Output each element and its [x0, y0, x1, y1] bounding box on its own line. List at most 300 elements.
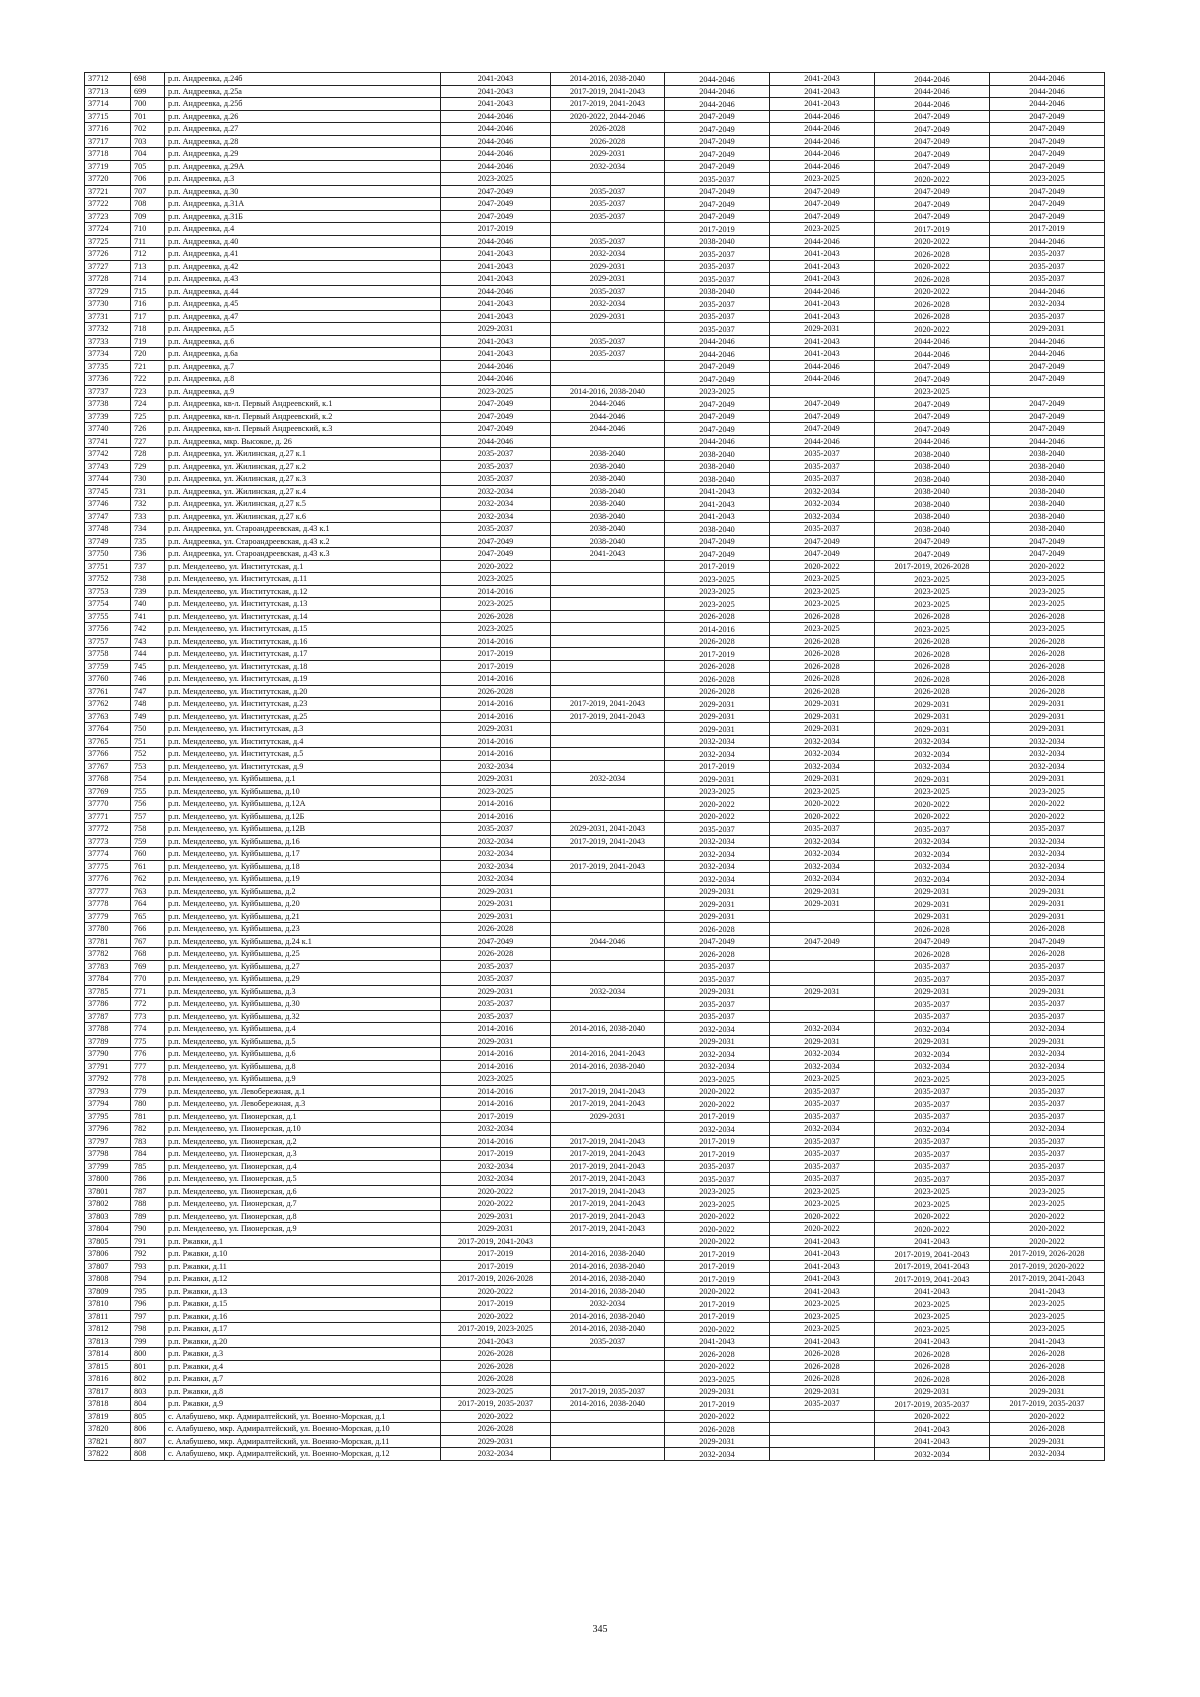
period-3-cell: 2020-2022	[665, 1223, 770, 1236]
period-5-cell: 2017-2019, 2041-2043	[875, 1248, 990, 1261]
period-5-cell: 2032-2034	[875, 1448, 990, 1461]
period-3-cell: 2026-2028	[665, 948, 770, 961]
period-5-cell: 2047-2049	[875, 360, 990, 373]
table-row	[85, 1035, 1105, 1048]
period-4-cell: 2047-2049	[770, 548, 875, 561]
period-1-cell: 2020-2022	[441, 1410, 551, 1423]
period-4-cell	[770, 1435, 875, 1448]
period-4-cell: 2032-2034	[770, 510, 875, 523]
period-1-cell: 2014-2016	[441, 735, 551, 748]
period-4-cell	[770, 948, 875, 961]
period-3-cell: 2029-2031	[665, 885, 770, 898]
period-3-cell: 2047-2049	[665, 135, 770, 148]
address-cell: р.п. Менделеево, ул. Куйбышева, д.32	[165, 1010, 441, 1023]
row-number-cell: 777	[131, 1060, 165, 1073]
period-4-cell: 2044-2046	[770, 435, 875, 448]
row-number-cell: 748	[131, 698, 165, 711]
period-6-cell: 2026-2028	[990, 948, 1105, 961]
address-cell: р.п. Менделеево, ул. Куйбышева, д.19	[165, 873, 441, 886]
address-cell: р.п. Ржавки, д.7	[165, 1373, 441, 1386]
table-row	[85, 248, 1105, 261]
period-5-cell: 2017-2019, 2035-2037	[875, 1398, 990, 1411]
period-4-cell: 2029-2031	[770, 710, 875, 723]
period-6-cell: 2023-2025	[990, 585, 1105, 598]
record-id-cell: 37789	[85, 1035, 131, 1048]
period-4-cell: 2047-2049	[770, 535, 875, 548]
period-3-cell: 2017-2019	[665, 760, 770, 773]
period-4-cell: 2023-2025	[770, 585, 875, 598]
row-number-cell: 808	[131, 1448, 165, 1461]
period-6-cell: 2035-2037	[990, 973, 1105, 986]
period-3-cell: 2041-2043	[665, 485, 770, 498]
address-cell: р.п. Менделеево, ул. Институтская, д.23	[165, 698, 441, 711]
period-1-cell: 2026-2028	[441, 685, 551, 698]
period-1-cell: 2017-2019, 2035-2037	[441, 1398, 551, 1411]
period-3-cell: 2047-2049	[665, 548, 770, 561]
address-cell: р.п. Андреевка, д.8	[165, 373, 441, 386]
record-id-cell: 37778	[85, 898, 131, 911]
table-row	[85, 1048, 1105, 1061]
period-1-cell: 2041-2043	[441, 335, 551, 348]
row-number-cell: 767	[131, 935, 165, 948]
period-5-cell: 2023-2025	[875, 598, 990, 611]
address-cell: р.п. Менделеево, ул. Пионерская, д.3	[165, 1148, 441, 1161]
address-cell: р.п. Андреевка, кв-л. Первый Андреевский, к.1	[165, 398, 441, 411]
address-cell: р.п. Ржавки, д.15	[165, 1298, 441, 1311]
row-number-cell: 722	[131, 373, 165, 386]
period-2-cell: 2017-2019, 2041-2043	[551, 698, 665, 711]
period-1-cell: 2014-2016	[441, 1135, 551, 1148]
period-1-cell: 2029-2031	[441, 910, 551, 923]
period-1-cell: 2017-2019	[441, 223, 551, 236]
row-number-cell: 796	[131, 1298, 165, 1311]
address-cell: р.п. Менделеево, ул. Куйбышева, д.8	[165, 1060, 441, 1073]
address-cell: р.п. Андреевка, д.40	[165, 235, 441, 248]
period-4-cell: 2047-2049	[770, 935, 875, 948]
period-2-cell	[551, 648, 665, 661]
row-number-cell: 725	[131, 410, 165, 423]
period-2-cell	[551, 723, 665, 736]
period-2-cell: 2029-2031	[551, 310, 665, 323]
period-5-cell: 2047-2049	[875, 198, 990, 211]
period-1-cell: 2017-2019	[441, 1110, 551, 1123]
period-3-cell: 2035-2037	[665, 248, 770, 261]
row-number-cell: 703	[131, 135, 165, 148]
period-3-cell: 2047-2049	[665, 185, 770, 198]
period-5-cell: 2035-2037	[875, 823, 990, 836]
table-row	[85, 848, 1105, 861]
table-row	[85, 873, 1105, 886]
table-row	[85, 485, 1105, 498]
period-3-cell: 2047-2049	[665, 198, 770, 211]
period-5-cell: 2035-2037	[875, 1085, 990, 1098]
period-1-cell: 2014-2016	[441, 1098, 551, 1111]
address-cell: р.п. Менделеево, ул. Институтская, д.17	[165, 648, 441, 661]
record-id-cell: 37727	[85, 260, 131, 273]
record-id-cell: 37809	[85, 1285, 131, 1298]
address-cell: р.п. Менделеево, ул. Куйбышева, д.16	[165, 835, 441, 848]
period-6-cell: 2017-2019	[990, 223, 1105, 236]
period-4-cell: 2044-2046	[770, 135, 875, 148]
period-3-cell: 2035-2037	[665, 960, 770, 973]
record-id-cell: 37758	[85, 648, 131, 661]
period-4-cell: 2029-2031	[770, 698, 875, 711]
record-id-cell: 37736	[85, 373, 131, 386]
period-2-cell: 2038-2040	[551, 485, 665, 498]
period-2-cell	[551, 585, 665, 598]
record-id-cell: 37740	[85, 423, 131, 436]
table-row	[85, 923, 1105, 936]
table-row	[85, 885, 1105, 898]
record-id-cell: 37790	[85, 1048, 131, 1061]
table-row	[85, 1085, 1105, 1098]
row-number-cell: 742	[131, 623, 165, 636]
period-5-cell: 2029-2031	[875, 898, 990, 911]
period-2-cell	[551, 910, 665, 923]
record-id-cell: 37814	[85, 1348, 131, 1361]
table-row	[85, 935, 1105, 948]
record-id-cell: 37759	[85, 660, 131, 673]
period-1-cell: 2047-2049	[441, 198, 551, 211]
period-2-cell	[551, 435, 665, 448]
address-cell: р.п. Менделеево, ул. Институтская, д.19	[165, 673, 441, 686]
period-3-cell: 2020-2022	[665, 1323, 770, 1336]
period-2-cell	[551, 748, 665, 761]
period-6-cell: 2029-2031	[990, 710, 1105, 723]
period-4-cell: 2026-2028	[770, 660, 875, 673]
record-id-cell: 37726	[85, 248, 131, 261]
period-6-cell: 2026-2028	[990, 673, 1105, 686]
record-id-cell: 37803	[85, 1210, 131, 1223]
record-id-cell: 37731	[85, 310, 131, 323]
row-number-cell: 761	[131, 860, 165, 873]
table-row	[85, 673, 1105, 686]
period-4-cell: 2047-2049	[770, 398, 875, 411]
period-4-cell: 2047-2049	[770, 410, 875, 423]
record-id-cell: 37718	[85, 148, 131, 161]
period-2-cell: 2014-2016, 2038-2040	[551, 1023, 665, 1036]
period-1-cell: 2026-2028	[441, 610, 551, 623]
address-cell: р.п. Менделеево, ул. Куйбышева, д.23	[165, 923, 441, 936]
period-4-cell: 2035-2037	[770, 1160, 875, 1173]
period-5-cell: 2035-2037	[875, 1135, 990, 1148]
period-2-cell: 2035-2037	[551, 348, 665, 361]
period-2-cell: 2035-2037	[551, 185, 665, 198]
period-4-cell	[770, 960, 875, 973]
period-2-cell: 2017-2019, 2041-2043	[551, 710, 665, 723]
period-1-cell: 2032-2034	[441, 1160, 551, 1173]
table-row	[85, 210, 1105, 223]
address-cell: р.п. Андреевка, д.26	[165, 110, 441, 123]
period-1-cell: 2035-2037	[441, 448, 551, 461]
period-6-cell: 2035-2037	[990, 1110, 1105, 1123]
period-4-cell: 2032-2034	[770, 760, 875, 773]
address-cell: р.п. Ржавки, д.10	[165, 1248, 441, 1261]
period-5-cell: 2026-2028	[875, 635, 990, 648]
record-id-cell: 37777	[85, 885, 131, 898]
period-3-cell: 2014-2016	[665, 623, 770, 636]
address-cell: р.п. Менделеево, ул. Куйбышева, д.5	[165, 1035, 441, 1048]
record-id-cell: 37774	[85, 848, 131, 861]
period-2-cell	[551, 760, 665, 773]
period-3-cell: 2047-2049	[665, 360, 770, 373]
period-4-cell: 2029-2031	[770, 898, 875, 911]
period-4-cell: 2044-2046	[770, 110, 875, 123]
record-id-cell: 37749	[85, 535, 131, 548]
address-cell: р.п. Ржавки, д.20	[165, 1335, 441, 1348]
address-cell: с. Алабушево, мкр. Адмиралтейский, ул. Военно-Морская, д.10	[165, 1423, 441, 1436]
record-id-cell: 37730	[85, 298, 131, 311]
period-4-cell: 2044-2046	[770, 360, 875, 373]
period-3-cell: 2026-2028	[665, 685, 770, 698]
period-2-cell: 2032-2034	[551, 773, 665, 786]
period-4-cell: 2032-2034	[770, 873, 875, 886]
period-5-cell: 2026-2028	[875, 923, 990, 936]
period-1-cell: 2014-2016	[441, 673, 551, 686]
period-1-cell: 2020-2022	[441, 1185, 551, 1198]
period-1-cell: 2047-2049	[441, 423, 551, 436]
period-4-cell: 2047-2049	[770, 185, 875, 198]
period-3-cell: 2023-2025	[665, 1073, 770, 1086]
period-2-cell	[551, 1073, 665, 1086]
period-6-cell: 2047-2049	[990, 135, 1105, 148]
period-6-cell: 2047-2049	[990, 110, 1105, 123]
address-cell: р.п. Андреевка, д.31Б	[165, 210, 441, 223]
period-6-cell: 2038-2040	[990, 510, 1105, 523]
period-6-cell: 2029-2031	[990, 773, 1105, 786]
period-2-cell	[551, 1035, 665, 1048]
period-1-cell: 2029-2031	[441, 723, 551, 736]
period-4-cell: 2023-2025	[770, 573, 875, 586]
period-6-cell: 2044-2046	[990, 73, 1105, 86]
period-1-cell: 2020-2022	[441, 1285, 551, 1298]
record-id-cell: 37733	[85, 335, 131, 348]
period-4-cell: 2047-2049	[770, 210, 875, 223]
table-row	[85, 373, 1105, 386]
row-number-cell: 740	[131, 598, 165, 611]
period-2-cell	[551, 373, 665, 386]
record-id-cell: 37783	[85, 960, 131, 973]
period-6-cell: 2032-2034	[990, 748, 1105, 761]
table-row	[85, 1010, 1105, 1023]
record-id-cell: 37744	[85, 473, 131, 486]
period-3-cell: 2044-2046	[665, 73, 770, 86]
period-6-cell: 2032-2034	[990, 1048, 1105, 1061]
period-2-cell	[551, 923, 665, 936]
period-2-cell	[551, 1373, 665, 1386]
address-cell: р.п. Менделеево, ул. Пионерская, д.6	[165, 1185, 441, 1198]
period-1-cell: 2029-2031	[441, 1035, 551, 1048]
period-2-cell: 2017-2019, 2035-2037	[551, 1385, 665, 1398]
period-3-cell: 2035-2037	[665, 1010, 770, 1023]
period-6-cell: 2035-2037	[990, 248, 1105, 261]
period-1-cell: 2044-2046	[441, 160, 551, 173]
period-1-cell: 2029-2031	[441, 1223, 551, 1236]
period-5-cell: 2020-2022	[875, 1410, 990, 1423]
period-2-cell: 2035-2037	[551, 335, 665, 348]
period-1-cell: 2035-2037	[441, 1010, 551, 1023]
period-4-cell: 2035-2037	[770, 448, 875, 461]
period-2-cell: 2035-2037	[551, 210, 665, 223]
table-row	[85, 1285, 1105, 1298]
row-number-cell: 801	[131, 1360, 165, 1373]
period-6-cell: 2023-2025	[990, 1073, 1105, 1086]
row-number-cell: 743	[131, 635, 165, 648]
record-id-cell: 37796	[85, 1123, 131, 1136]
period-1-cell: 2032-2034	[441, 1448, 551, 1461]
period-2-cell: 2017-2019, 2041-2043	[551, 1223, 665, 1236]
record-id-cell: 37815	[85, 1360, 131, 1373]
period-5-cell: 2032-2034	[875, 1123, 990, 1136]
address-cell: р.п. Андреевка, д.9	[165, 385, 441, 398]
period-5-cell: 2047-2049	[875, 123, 990, 136]
table-row	[85, 223, 1105, 236]
address-cell: р.п. Менделеево, ул. Куйбышева, д.24 к.1	[165, 935, 441, 948]
row-number-cell: 747	[131, 685, 165, 698]
period-3-cell: 2035-2037	[665, 998, 770, 1011]
period-5-cell: 2044-2046	[875, 98, 990, 111]
period-2-cell	[551, 323, 665, 336]
period-4-cell: 2023-2025	[770, 598, 875, 611]
period-1-cell: 2041-2043	[441, 273, 551, 286]
period-2-cell: 2017-2019, 2041-2043	[551, 1098, 665, 1111]
table-row	[85, 548, 1105, 561]
table-row	[85, 1235, 1105, 1248]
table-row	[85, 323, 1105, 336]
period-5-cell: 2023-2025	[875, 785, 990, 798]
table-row	[85, 273, 1105, 286]
period-5-cell: 2035-2037	[875, 1010, 990, 1023]
row-number-cell: 764	[131, 898, 165, 911]
period-6-cell: 2026-2028	[990, 1348, 1105, 1361]
period-4-cell: 2044-2046	[770, 285, 875, 298]
address-cell: р.п. Ржавки, д.17	[165, 1323, 441, 1336]
period-4-cell	[770, 973, 875, 986]
period-3-cell: 2029-2031	[665, 1385, 770, 1398]
period-6-cell: 2017-2019, 2041-2043	[990, 1273, 1105, 1286]
row-number-cell: 751	[131, 735, 165, 748]
period-5-cell: 2020-2022	[875, 323, 990, 336]
period-5-cell: 2038-2040	[875, 448, 990, 461]
period-2-cell	[551, 960, 665, 973]
period-1-cell: 2023-2025	[441, 173, 551, 186]
period-1-cell: 2026-2028	[441, 1360, 551, 1373]
record-id-cell: 37770	[85, 798, 131, 811]
period-2-cell	[551, 560, 665, 573]
record-id-cell: 37776	[85, 873, 131, 886]
address-cell: р.п. Менделеево, ул. Куйбышева, д.20	[165, 898, 441, 911]
period-6-cell: 2041-2043	[990, 1285, 1105, 1298]
table-row	[85, 598, 1105, 611]
period-5-cell: 2029-2031	[875, 723, 990, 736]
period-5-cell: 2038-2040	[875, 460, 990, 473]
period-5-cell: 2029-2031	[875, 1385, 990, 1398]
period-3-cell: 2017-2019	[665, 1248, 770, 1261]
period-5-cell: 2029-2031	[875, 985, 990, 998]
period-5-cell: 2032-2034	[875, 1048, 990, 1061]
row-number-cell: 772	[131, 998, 165, 1011]
period-3-cell: 2047-2049	[665, 160, 770, 173]
period-2-cell: 2017-2019, 2041-2043	[551, 1160, 665, 1173]
row-number-cell: 774	[131, 1023, 165, 1036]
period-3-cell: 2038-2040	[665, 523, 770, 536]
address-cell: р.п. Ржавки, д.16	[165, 1310, 441, 1323]
period-1-cell: 2047-2049	[441, 210, 551, 223]
period-3-cell: 2035-2037	[665, 310, 770, 323]
row-number-cell: 711	[131, 235, 165, 248]
table-row	[85, 1310, 1105, 1323]
period-3-cell: 2026-2028	[665, 673, 770, 686]
record-id-cell: 37764	[85, 723, 131, 736]
period-5-cell: 2047-2049	[875, 535, 990, 548]
record-id-cell: 37800	[85, 1173, 131, 1186]
period-5-cell: 2047-2049	[875, 210, 990, 223]
period-2-cell	[551, 360, 665, 373]
period-5-cell: 2017-2019, 2041-2043	[875, 1273, 990, 1286]
table-row	[85, 173, 1105, 186]
period-3-cell: 2017-2019	[665, 223, 770, 236]
period-4-cell: 2032-2034	[770, 1123, 875, 1136]
address-cell: р.п. Андреевка, д.6	[165, 335, 441, 348]
period-6-cell: 2029-2031	[990, 1035, 1105, 1048]
record-id-cell: 37722	[85, 198, 131, 211]
table-row	[85, 510, 1105, 523]
period-5-cell: 2047-2049	[875, 148, 990, 161]
period-5-cell: 2044-2046	[875, 335, 990, 348]
address-cell: р.п. Андреевка, ул. Жилинская, д.27 к.6	[165, 510, 441, 523]
period-4-cell: 2023-2025	[770, 1198, 875, 1211]
address-cell: р.п. Андреевка, ул. Жилинская, д.27 к.2	[165, 460, 441, 473]
record-id-cell: 37819	[85, 1410, 131, 1423]
address-cell: р.п. Андреевка, д.29А	[165, 160, 441, 173]
period-1-cell: 2014-2016	[441, 810, 551, 823]
period-2-cell: 2041-2043	[551, 548, 665, 561]
row-number-cell: 763	[131, 885, 165, 898]
row-number-cell: 719	[131, 335, 165, 348]
period-2-cell: 2017-2019, 2041-2043	[551, 1185, 665, 1198]
period-5-cell: 2047-2049	[875, 423, 990, 436]
period-4-cell: 2020-2022	[770, 1223, 875, 1236]
period-3-cell: 2047-2049	[665, 110, 770, 123]
period-5-cell: 2047-2049	[875, 410, 990, 423]
table-row	[85, 1260, 1105, 1273]
period-5-cell: 2023-2025	[875, 623, 990, 636]
period-5-cell: 2026-2028	[875, 673, 990, 686]
table-row	[85, 1098, 1105, 1111]
table-row	[85, 1223, 1105, 1236]
period-4-cell: 2041-2043	[770, 98, 875, 111]
address-cell: р.п. Андреевка, д.6а	[165, 348, 441, 361]
period-6-cell: 2047-2049	[990, 198, 1105, 211]
period-1-cell: 2035-2037	[441, 973, 551, 986]
period-3-cell: 2047-2049	[665, 935, 770, 948]
row-number-cell: 786	[131, 1173, 165, 1186]
record-id-cell: 37761	[85, 685, 131, 698]
period-2-cell	[551, 798, 665, 811]
row-number-cell: 749	[131, 710, 165, 723]
row-number-cell: 714	[131, 273, 165, 286]
period-5-cell: 2020-2022	[875, 285, 990, 298]
period-3-cell: 2029-2031	[665, 1035, 770, 1048]
table-row	[85, 1360, 1105, 1373]
period-1-cell: 2035-2037	[441, 523, 551, 536]
row-number-cell: 708	[131, 198, 165, 211]
period-4-cell: 2035-2037	[770, 1173, 875, 1186]
period-6-cell: 2029-2031	[990, 898, 1105, 911]
record-id-cell: 37798	[85, 1148, 131, 1161]
period-1-cell: 2035-2037	[441, 823, 551, 836]
address-cell: р.п. Андреевка, ул. Староандреевская, д.43 к.1	[165, 523, 441, 536]
